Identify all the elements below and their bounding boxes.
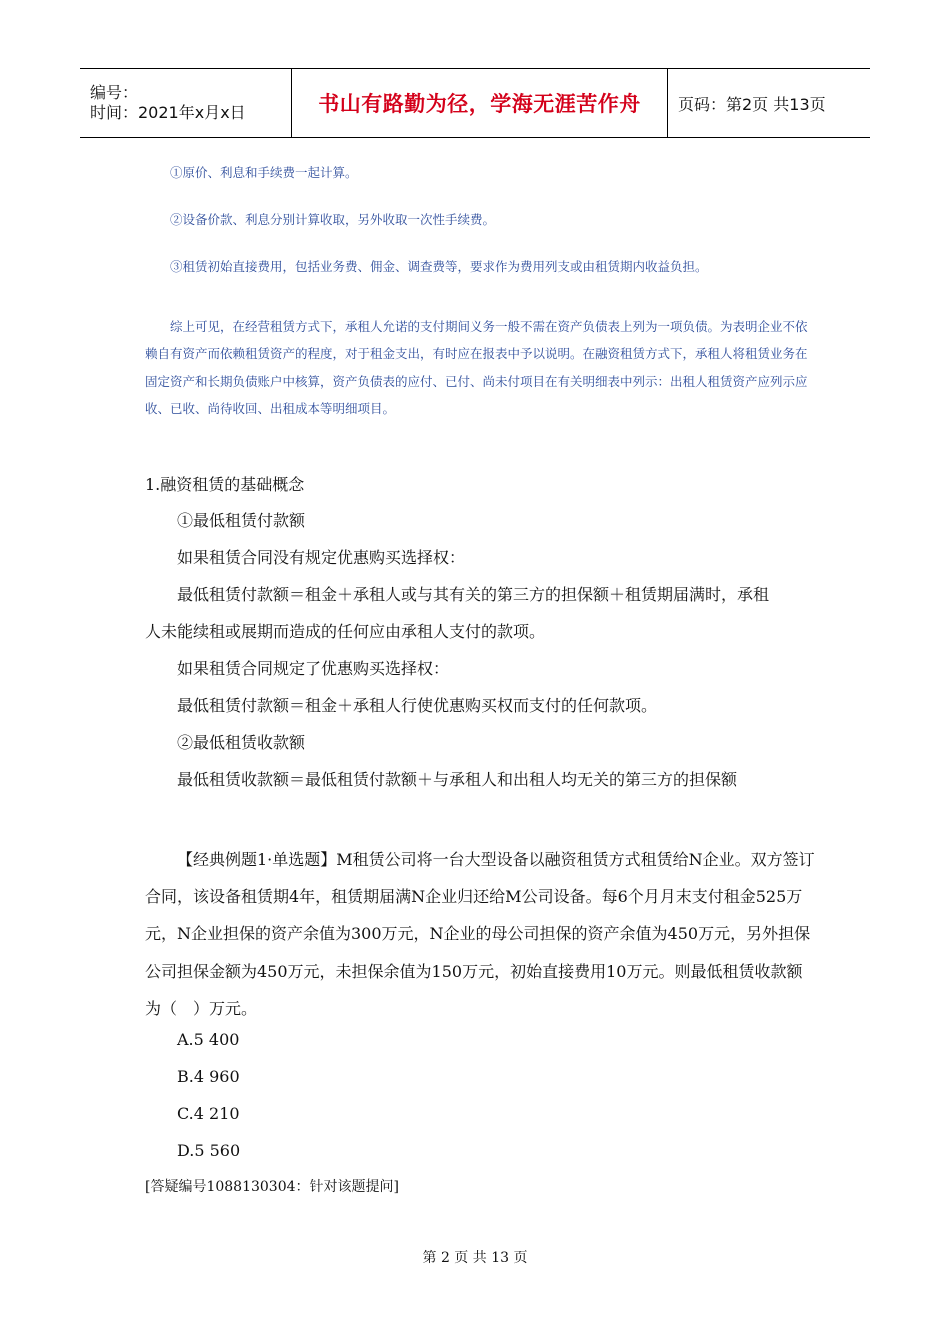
option-d: D.5 560 — [177, 1141, 241, 1160]
blue-item-2: ②设备价款、利息分别计算收取，另外收取一次性手续费。 — [170, 212, 496, 227]
header-motto-cell — [292, 69, 668, 137]
section-heading: 1.融资租赁的基础概念 — [145, 475, 305, 494]
option-a: A.5 400 — [177, 1030, 240, 1049]
formula-2: 最低租赁付款额＝租金＋承租人行使优惠购买权而支付的任何款项。 — [177, 696, 658, 715]
header-table — [80, 68, 870, 138]
number-label: 编号： — [90, 83, 139, 102]
page-footer: 第 2 页 共 13 页 — [422, 1250, 528, 1266]
blue-item-3: ③租赁初始直接费用，包括业务费、佣金、调查费等，要求作为费用列支或由租赁期内收益负担。 — [170, 259, 708, 274]
blue-item-1: ①原价、利息和手续费一起计算。 — [170, 165, 358, 180]
time-label: 时间：2021年x月x日 — [90, 103, 246, 122]
condition-2: 如果租赁合同规定了优惠购买选择权： — [177, 659, 450, 678]
example-question: 【经典例题1·单选题】M租赁公司将一台大型设备以融资租赁方式租赁给N企业。双方签订合同，该设备租赁期4年，租赁期届满N企业归还给M公司设备。每6个月月末支付租金525万元，N企业担保的资产余值为300万元，N企业的母公司担保的资产余值为450万元，另外担保公司担保金额为450万元，未担保余值为150万元，初始直接费用10万元。则最低租赁收款额为（ ）万元。 — [145, 850, 815, 1018]
header-meta — [80, 69, 292, 137]
option-b: B.4 960 — [177, 1067, 240, 1086]
subheading-1: ①最低租赁付款额 — [177, 511, 306, 530]
formula-3: 最低租赁收款额＝最低租赁付款额＋与承租人和出租人均无关的第三方的担保额 — [177, 770, 738, 789]
formula-1b: 人未能续租或展期而造成的任何应由承租人支付的款项。 — [145, 622, 546, 641]
formula-1a: 最低租赁付款额＝租金＋承租人或与其有关的第三方的担保额＋租赁期届满时，承租 — [177, 585, 770, 604]
header-page-cell — [668, 69, 870, 137]
page-label: 页码：第2页 共13页 — [678, 94, 826, 114]
condition-1: 如果租赁合同没有规定优惠购买选择权： — [177, 548, 466, 567]
motto: 书山有路勤为径，学海无涯苦作舟 — [318, 92, 641, 116]
qa-reference: [答疑编号1088130304：针对该题提问] — [145, 1179, 399, 1195]
subheading-2: ②最低租赁收款额 — [177, 733, 306, 752]
blue-summary: 综上可见，在经营租赁方式下，承租人允诺的支付期间义务一般不需在资产负债表上列为一项负债。为表明企业不依赖自有资产而依赖租赁资产的程度，对于租金支出，有时应在报表中予以说明。在融资租赁方式下，承租人将租赁业务在固定资产和长期负债账户中核算，资产负债表的应付、已付、尚未付项目在有关明细表中列示：出租人租赁资产应列示应收、已收、尚待收回、出租成本等明细项目。 — [145, 318, 808, 416]
option-c: C.4 210 — [177, 1104, 240, 1123]
